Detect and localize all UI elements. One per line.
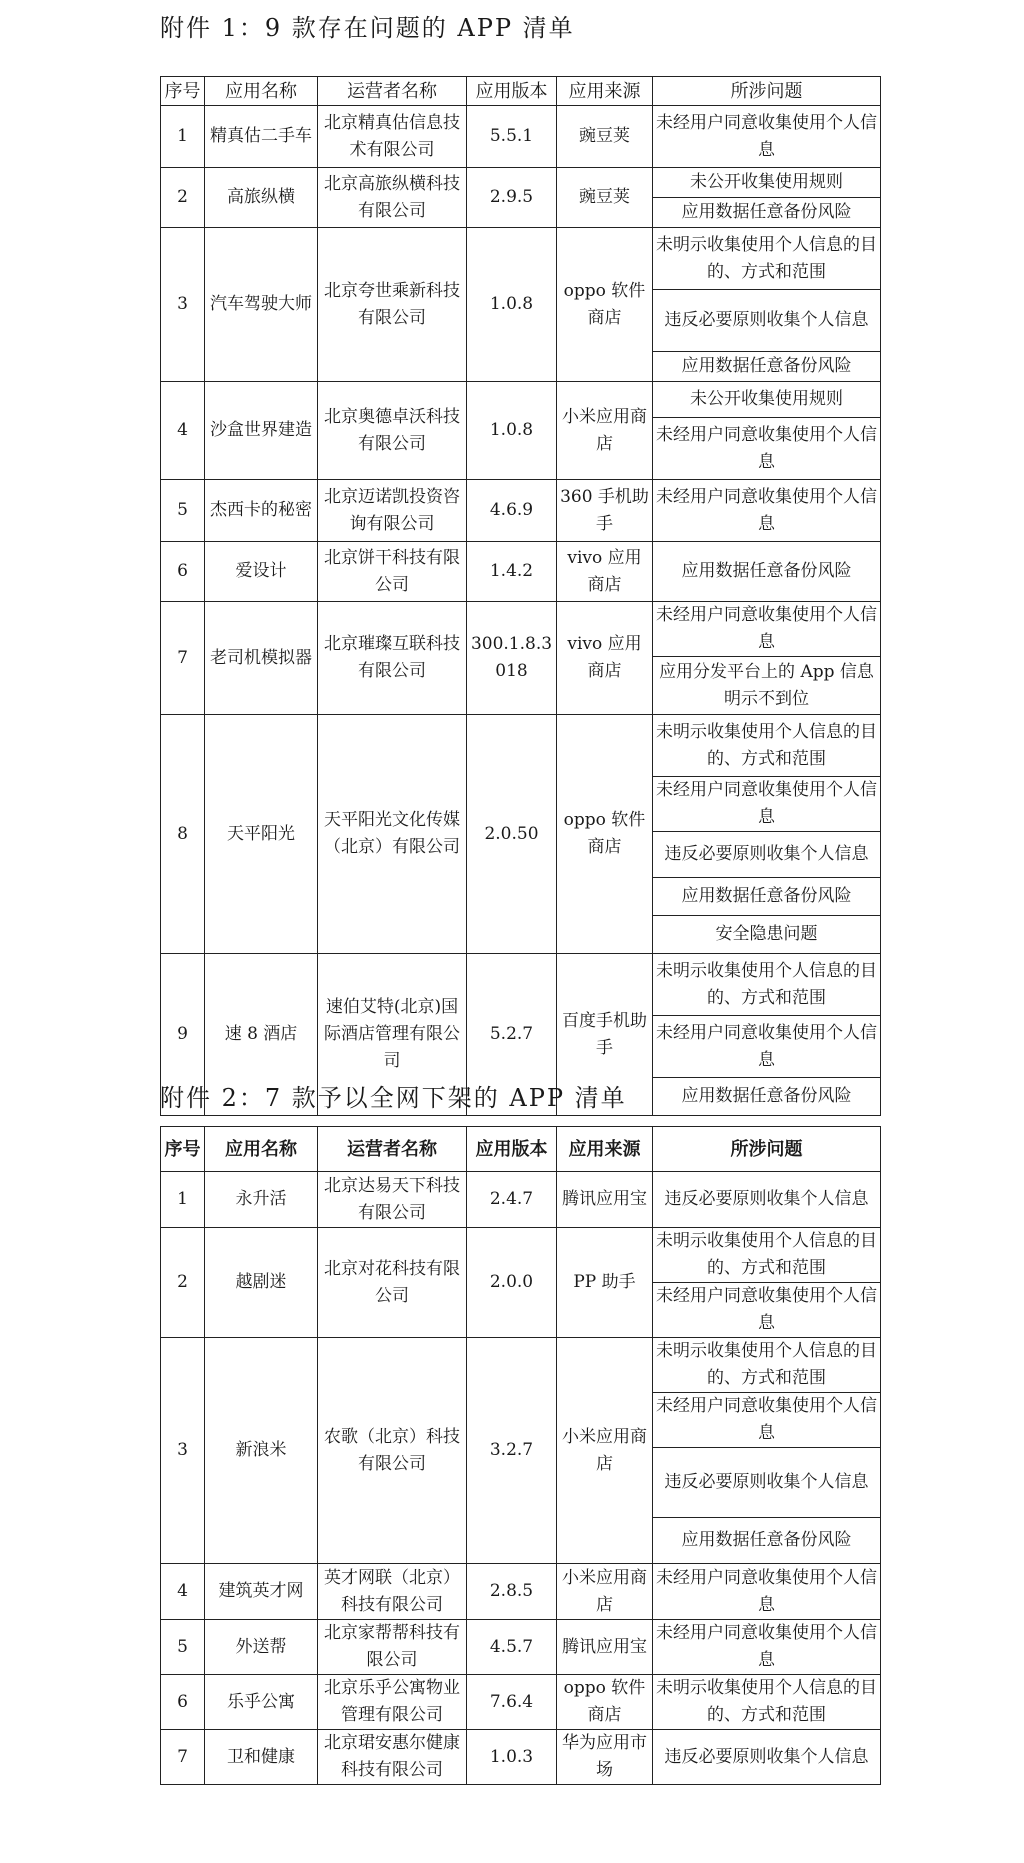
cell-no: 4 [161, 382, 205, 480]
table-header-row [161, 77, 881, 106]
table-row [161, 228, 881, 290]
cell-source: 豌豆荚 [557, 106, 653, 168]
cell-operator: 北京家帮帮科技有限公司 [318, 1620, 467, 1675]
cell-app-name: 速 8 酒店 [205, 954, 318, 1116]
header-version: 应用版本 [467, 77, 557, 106]
header-operator: 运营者名称 [318, 77, 467, 106]
cell-issue: 未明示收集使用个人信息的目的、方式和范围 [653, 228, 881, 290]
cell-no: 5 [161, 480, 205, 542]
cell-source: PP 助手 [557, 1228, 653, 1338]
cell-operator: 北京奥德卓沃科技有限公司 [318, 382, 467, 480]
cell-version: 4.5.7 [467, 1620, 557, 1675]
cell-source: 百度手机助手 [557, 954, 653, 1116]
cell-version: 3.2.7 [467, 1338, 557, 1564]
cell-app-name: 老司机模拟器 [205, 602, 318, 715]
cell-no: 6 [161, 542, 205, 602]
cell-issue: 未明示收集使用个人信息的目的、方式和范围 [653, 954, 881, 1016]
section-2-title: 附件 2：7 款予以全网下架的 APP 清单 [160, 1084, 627, 1112]
cell-issue: 违反必要原则收集个人信息 [653, 290, 881, 352]
table-row [161, 1620, 881, 1675]
cell-issue: 违反必要原则收集个人信息 [653, 1172, 881, 1228]
cell-app-name: 永升活 [205, 1172, 318, 1228]
cell-app-name: 新浪米 [205, 1338, 318, 1564]
cell-version: 5.5.1 [467, 106, 557, 168]
cell-app-name: 卫和健康 [205, 1730, 318, 1785]
table-row [161, 1338, 881, 1393]
table-row [161, 168, 881, 198]
cell-operator: 北京夸世乘新科技有限公司 [318, 228, 467, 382]
header-source: 应用来源 [557, 77, 653, 106]
cell-issue: 未经用户同意收集使用个人信息 [653, 106, 881, 168]
cell-no: 3 [161, 228, 205, 382]
cell-version: 1.0.3 [467, 1730, 557, 1785]
cell-version: 4.6.9 [467, 480, 557, 542]
cell-source: 小米应用商店 [557, 382, 653, 480]
cell-issue: 违反必要原则收集个人信息 [653, 1730, 881, 1785]
cell-no: 4 [161, 1564, 205, 1620]
cell-issue: 未经用户同意收集使用个人信息 [653, 1393, 881, 1448]
table-row [161, 715, 881, 777]
section-1-title: 附件 1：9 款存在问题的 APP 清单 [160, 14, 575, 42]
header-no: 序号 [161, 77, 205, 106]
cell-issue: 未经用户同意收集使用个人信息 [653, 602, 881, 657]
cell-issue: 未经用户同意收集使用个人信息 [653, 1564, 881, 1620]
cell-issue: 应用数据任意备份风险 [653, 878, 881, 916]
cell-issue: 应用数据任意备份风险 [653, 542, 881, 602]
cell-issue: 未经用户同意收集使用个人信息 [653, 418, 881, 480]
cell-no: 3 [161, 1338, 205, 1564]
header-app-name: 应用名称 [205, 1127, 318, 1172]
cell-issue: 未明示收集使用个人信息的目的、方式和范围 [653, 1228, 881, 1283]
cell-app-name: 沙盒世界建造 [205, 382, 318, 480]
cell-issue: 未公开收集使用规则 [653, 168, 881, 198]
cell-source: vivo 应用商店 [557, 542, 653, 602]
cell-issue: 应用数据任意备份风险 [653, 352, 881, 382]
table-row [161, 1730, 881, 1785]
cell-issue: 未经用户同意收集使用个人信息 [653, 777, 881, 832]
cell-issue: 安全隐患问题 [653, 916, 881, 954]
cell-version: 1.0.8 [467, 228, 557, 382]
table-row [161, 542, 881, 602]
table-row [161, 1172, 881, 1228]
cell-version: 2.0.0 [467, 1228, 557, 1338]
cell-no: 9 [161, 954, 205, 1116]
app-removed-table [160, 1126, 881, 1785]
cell-operator: 北京珺安惠尔健康科技有限公司 [318, 1730, 467, 1785]
cell-issue: 未公开收集使用规则 [653, 382, 881, 418]
cell-app-name: 精真估二手车 [205, 106, 318, 168]
cell-source: 腾讯应用宝 [557, 1620, 653, 1675]
cell-source: 腾讯应用宝 [557, 1172, 653, 1228]
cell-version: 2.0.50 [467, 715, 557, 954]
header-no: 序号 [161, 1127, 205, 1172]
cell-app-name: 汽车驾驶大师 [205, 228, 318, 382]
cell-source: oppo 软件商店 [557, 228, 653, 382]
cell-issue: 应用数据任意备份风险 [653, 1518, 881, 1564]
cell-operator: 北京对花科技有限公司 [318, 1228, 467, 1338]
cell-version: 2.4.7 [467, 1172, 557, 1228]
cell-operator: 英才网联（北京）科技有限公司 [318, 1564, 467, 1620]
cell-version: 2.9.5 [467, 168, 557, 228]
cell-issue: 应用分发平台上的 App 信息明示不到位 [653, 657, 881, 715]
cell-issue: 未经用户同意收集使用个人信息 [653, 1620, 881, 1675]
cell-no: 7 [161, 602, 205, 715]
cell-issue: 未经用户同意收集使用个人信息 [653, 1283, 881, 1338]
cell-no: 8 [161, 715, 205, 954]
table-row [161, 1675, 881, 1730]
table-row [161, 382, 881, 418]
header-issues: 所涉问题 [653, 77, 881, 106]
app-issues-table [160, 76, 881, 1116]
cell-no: 7 [161, 1730, 205, 1785]
cell-source: 豌豆荚 [557, 168, 653, 228]
table-row [161, 106, 881, 168]
header-version: 应用版本 [467, 1127, 557, 1172]
cell-source: vivo 应用商店 [557, 602, 653, 715]
cell-issue: 未明示收集使用个人信息的目的、方式和范围 [653, 1338, 881, 1393]
cell-no: 6 [161, 1675, 205, 1730]
table-row [161, 480, 881, 542]
table-row [161, 602, 881, 657]
table-row [161, 1228, 881, 1283]
cell-operator: 北京迈诺凯投资咨询有限公司 [318, 480, 467, 542]
cell-version: 1.0.8 [467, 382, 557, 480]
table-row [161, 1564, 881, 1620]
cell-issue: 未明示收集使用个人信息的目的、方式和范围 [653, 1675, 881, 1730]
cell-app-name: 建筑英才网 [205, 1564, 318, 1620]
cell-issue: 应用数据任意备份风险 [653, 1078, 881, 1116]
cell-issue: 未明示收集使用个人信息的目的、方式和范围 [653, 715, 881, 777]
cell-app-name: 乐乎公寓 [205, 1675, 318, 1730]
cell-issue: 未经用户同意收集使用个人信息 [653, 480, 881, 542]
cell-app-name: 杰西卡的秘密 [205, 480, 318, 542]
cell-source: 360 手机助手 [557, 480, 653, 542]
cell-no: 1 [161, 1172, 205, 1228]
cell-app-name: 爱设计 [205, 542, 318, 602]
cell-no: 2 [161, 1228, 205, 1338]
cell-version: 7.6.4 [467, 1675, 557, 1730]
cell-source: 华为应用市场 [557, 1730, 653, 1785]
cell-source: oppo 软件商店 [557, 1675, 653, 1730]
cell-operator: 北京乐乎公寓物业管理有限公司 [318, 1675, 467, 1730]
cell-operator: 北京达易天下科技有限公司 [318, 1172, 467, 1228]
cell-issue: 违反必要原则收集个人信息 [653, 1448, 881, 1518]
cell-app-name: 越剧迷 [205, 1228, 318, 1338]
cell-app-name: 高旅纵横 [205, 168, 318, 228]
cell-issue: 应用数据任意备份风险 [653, 198, 881, 228]
cell-source: 小米应用商店 [557, 1564, 653, 1620]
cell-issue: 未经用户同意收集使用个人信息 [653, 1016, 881, 1078]
cell-issue: 违反必要原则收集个人信息 [653, 832, 881, 878]
cell-no: 5 [161, 1620, 205, 1675]
table-row [161, 954, 881, 1016]
cell-operator: 天平阳光文化传媒（北京）有限公司 [318, 715, 467, 954]
cell-no: 1 [161, 106, 205, 168]
cell-app-name: 天平阳光 [205, 715, 318, 954]
header-operator: 运营者名称 [318, 1127, 467, 1172]
header-source: 应用来源 [557, 1127, 653, 1172]
cell-operator: 北京饼干科技有限公司 [318, 542, 467, 602]
table-header-row [161, 1127, 881, 1172]
cell-operator: 速伯艾特(北京)国际酒店管理有限公司 [318, 954, 467, 1116]
header-issues: 所涉问题 [653, 1127, 881, 1172]
cell-operator: 北京精真估信息技术有限公司 [318, 106, 467, 168]
cell-version: 5.2.7 [467, 954, 557, 1116]
cell-version: 1.4.2 [467, 542, 557, 602]
cell-operator: 北京高旅纵横科技有限公司 [318, 168, 467, 228]
cell-no: 2 [161, 168, 205, 228]
cell-app-name: 外送帮 [205, 1620, 318, 1675]
cell-source: oppo 软件商店 [557, 715, 653, 954]
cell-source: 小米应用商店 [557, 1338, 653, 1564]
cell-version: 2.8.5 [467, 1564, 557, 1620]
cell-operator: 农歌（北京）科技有限公司 [318, 1338, 467, 1564]
header-app-name: 应用名称 [205, 77, 318, 106]
cell-operator: 北京璀璨互联科技有限公司 [318, 602, 467, 715]
cell-version: 300.1.8.3018 [467, 602, 557, 715]
